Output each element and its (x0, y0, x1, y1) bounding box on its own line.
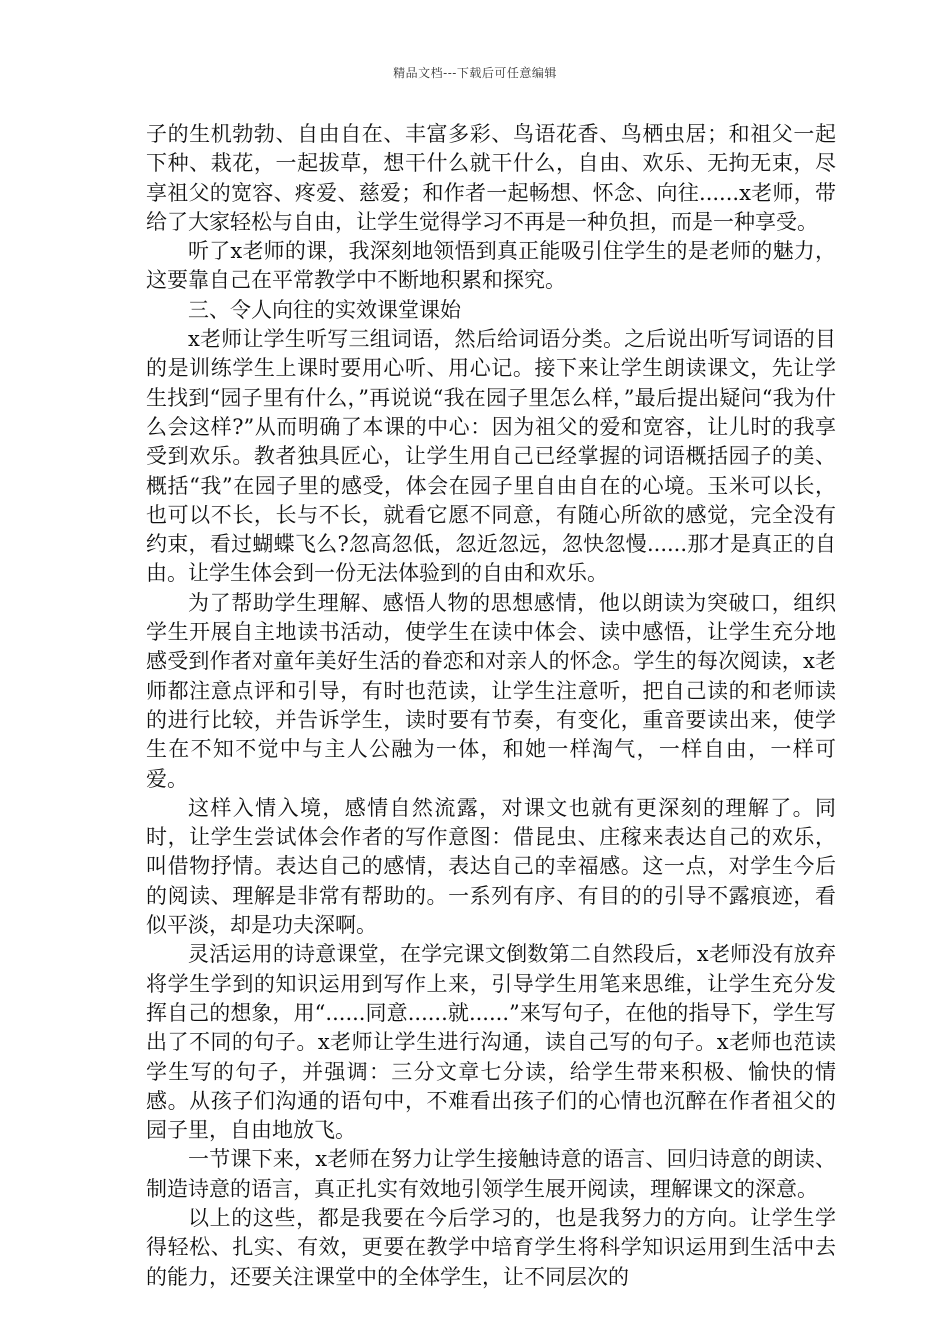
page-header: 精品文档---下载后可任意编辑 (393, 66, 557, 80)
paragraph-continuation: 子的生机勃勃、自由自在、丰富多彩、鸟语花香、鸟栖虫居；和祖父一起下种、栽花，一起拔草，想干什么就干什么，自由、欢乐、无拘无束，尽享祖父的宽容、疼爱、慈爱；和作者一起畅想、怀念、向往......x老师，带给了大家轻松与自由，让学生觉得学习不再是一种负担，而是一种享受。 (146, 122, 836, 234)
paragraph: 为了帮助学生理解、感悟人物的思想感情，他以朗读为突破口，组织学生开展自主地读书活动，使学生在读中体会、读中感悟，让学生充分地感受到作者对童年美好生活的眷恋和对亲人的怀念。学生的每次阅读，x老师都注意点评和引导，有时也范读，让学生注意听，把自己读的和老师读的进行比较，并告诉学生，读时要有节奏，有变化，重音要读出来，使学生在不知不觉中与主人公融为一体，和她一样淘气，一样自由，一样可爱。 (146, 590, 836, 791)
paragraph: x老师让学生听写三组词语，然后给词语分类。之后说出听写词语的目的是训练学生上课时要用心听、用心记。接下来让学生朗读课文，先让学生找到“园子里有什么，”再说说“我在园子里怎么样，”最后提出疑问“我为什么会这样?”从而明确了本课的中心：因为祖父的爱和宽容，让儿时的我享受到欢乐。教者独具匠心，让学生用自己已经掌握的词语概括园子的美、概括“我”在园子里的感受，体会在园子里自由自在的心境。玉米可以长，也可以不长，长与不长，就看它愿不同意，有随心所欲的感觉，完全没有约束，看过蝴蝶飞么?忽高忽低，忽近忽远，忽快忽慢......那才是真正的自由。让学生体会到一份无法体验到的自由和欢乐。 (146, 327, 836, 586)
paragraph: 这样入情入境，感情自然流露，对课文也就有更深刻的理解了。同时，让学生尝试体会作者的写作意图：借昆虫、庄稼来表达自己的欢乐，叫借物抒情。表达自己的感情，表达自己的幸福感。这一点，对学生今后的阅读、理解是非常有帮助的。一系列有序、有目的的引导不露痕迹，看似平淡，却是功夫深啊。 (146, 795, 836, 938)
paragraph: 灵活运用的诗意课堂，在学完课文倒数第二自然段后，x老师没有放弃将学生学到的知识运用到写作上来，引导学生用笔来思维，让学生充分发挥自己的想象，用“......同意......就......”来写句子，在他的指导下，学生写出了不同的句子。x老师让学生进行沟通，读自己写的句子。x老师也范读学生写的句子，并强调：三分文章七分读，给学生带来积极、愉快的情感。从孩子们沟通的语句中，不难看出孩子们的心情也沉醉在作者祖父的园子里，自由地放飞。 (146, 942, 836, 1143)
paragraph: 一节课下来，x老师在努力让学生接触诗意的语言、回归诗意的朗读、制造诗意的语言，真正扎实有效地引领学生展开阅读，理解课文的深意。 (146, 1147, 836, 1201)
paragraph: 以上的这些，都是我要在今后学习的，也是我努力的方向。让学生学得轻松、扎实、有效，更要在教学中培育学生将科学知识运用到生活中去的能力，还要关注课堂中的全体学生，让不同层次的 (146, 1205, 836, 1289)
paragraph: 听了x老师的课，我深刻地领悟到真正能吸引住学生的是老师的魅力，这要靠自己在平常教学中不断地积累和探究。 (146, 239, 836, 293)
section-heading: 三、令人向往的实效课堂课始 (188, 297, 461, 322)
document-body (146, 120, 836, 1292)
